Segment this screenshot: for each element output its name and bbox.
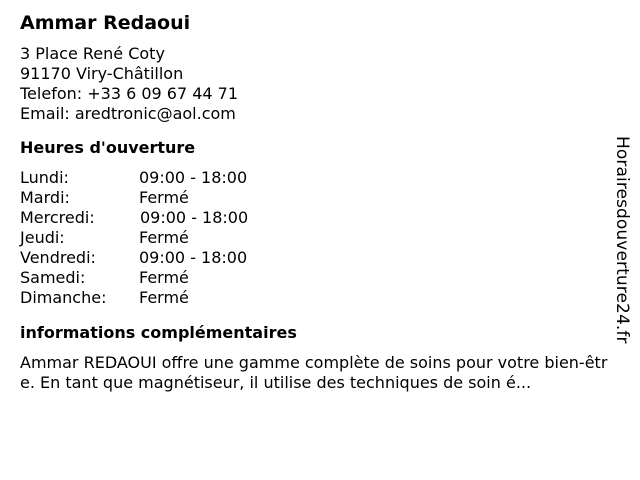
address-line-1: 3 Place René Coty [20,44,165,63]
info-description: Ammar REDAOUI offre une gamme complète de soins pour votre bien-être. En tant que magnétiseur, il utilise des techniques de soin é... [20,353,608,392]
hours-time: Fermé [139,288,189,307]
hours-table [20,168,620,308]
site-watermark: Horairesdouverture24.fr [612,136,632,344]
hours-row-friday [20,248,620,268]
hours-day: Jeudi: [20,228,65,247]
hours-day: Vendredi: [20,248,96,267]
hours-time: Fermé [139,188,189,207]
hours-title: Heures d'ouverture [20,138,196,157]
hours-time: 09:00 - 18:00 [140,208,249,227]
hours-row-tuesday [20,188,620,208]
phone-number: Telefon: +33 6 09 67 44 71 [20,84,239,103]
hours-day: Lundi: [20,168,69,187]
info-title: informations complémentaires [20,323,297,342]
hours-row-sunday [20,288,620,308]
business-card [20,10,620,393]
hours-time: Fermé [139,228,189,247]
hours-time: 09:00 - 18:00 [139,248,248,267]
hours-day: Dimanche: [20,288,107,307]
hours-time: Fermé [139,268,189,287]
address-line-2: 91170 Viry-Châtillon [20,64,184,83]
hours-day: Mercredi: [20,208,95,227]
hours-row-monday [20,168,620,188]
email-address: Email: aredtronic@aol.com [20,104,236,123]
hours-day: Samedi: [20,268,86,287]
hours-row-saturday [20,268,620,288]
hours-day: Mardi: [20,188,70,207]
business-name: Ammar Redaoui [20,12,191,34]
hours-row-thursday [20,228,620,248]
hours-time: 09:00 - 18:00 [139,168,248,187]
hours-row-wednesday [20,208,620,228]
